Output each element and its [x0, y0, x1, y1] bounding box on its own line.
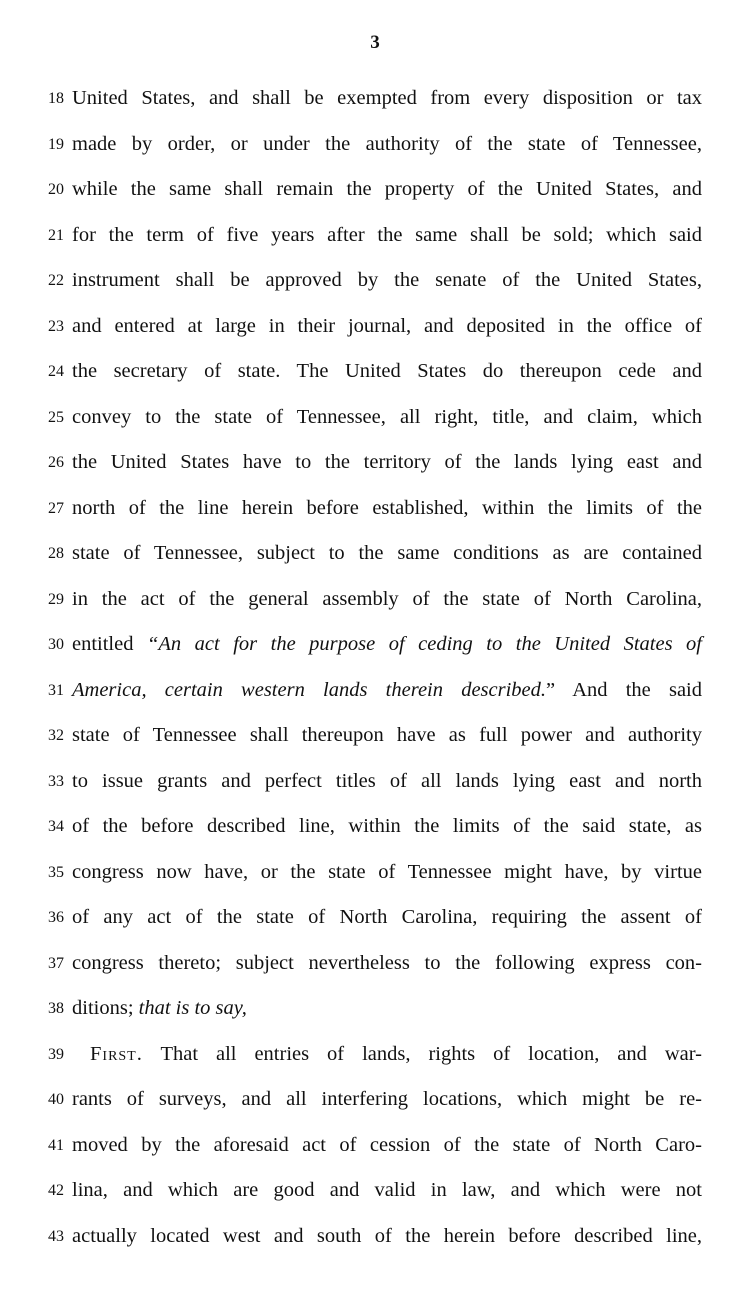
line-number: 18	[48, 90, 64, 107]
text-line	[0, 1123, 750, 1169]
line-text: for the term of five years after the same shall be sold; which said	[72, 223, 702, 246]
line-number: 25	[48, 408, 64, 426]
text-line	[0, 759, 750, 805]
line-number: 29	[48, 590, 64, 608]
line-text-roman: That all entries of lands, rights of location, and war-	[142, 1042, 702, 1065]
text-line	[0, 804, 750, 850]
line-text: convey to the state of Tennessee, all right, title, and claim, which	[72, 405, 702, 428]
line-number: 26	[48, 454, 64, 471]
line-number: 33	[48, 772, 64, 790]
line-number: 41	[48, 1136, 64, 1154]
line-text: lina, and which are good and valid in law, and which were not	[72, 1179, 702, 1201]
page-number: 3	[370, 32, 380, 53]
line-number: 23	[48, 317, 64, 335]
line-text: state of Tennessee shall thereupon have as full power and authority	[72, 724, 702, 746]
line-number: 40	[48, 1091, 64, 1108]
line-text: to issue grants and perfect titles of all lands lying east and north	[72, 769, 702, 792]
line-text	[72, 986, 702, 1032]
line-number: 20	[48, 181, 64, 198]
line-text-roman: ” And the said	[546, 678, 703, 701]
line-number: 35	[48, 863, 64, 881]
text-body	[0, 76, 750, 1259]
line-text-roman: entitled	[72, 633, 147, 655]
text-line	[0, 213, 750, 259]
line-number: 42	[48, 1182, 64, 1199]
line-text	[72, 622, 702, 668]
text-line	[0, 531, 750, 577]
line-number: 43	[48, 1227, 64, 1245]
text-line	[0, 395, 750, 441]
line-number: 38	[48, 1000, 64, 1017]
text-line	[0, 349, 750, 395]
text-line	[0, 577, 750, 623]
line-number: 34	[48, 818, 64, 835]
text-line	[0, 1214, 750, 1260]
line-number: 19	[48, 135, 64, 153]
line-text: actually located west and south of the herein before described line,	[72, 1224, 702, 1247]
line-number: 21	[48, 226, 64, 244]
line-number: 31	[48, 681, 64, 699]
text-line	[0, 122, 750, 168]
line-text: United States, and shall be exempted from every disposition or tax	[72, 87, 702, 109]
line-text: made by order, or under the authority of the state of Tennessee,	[72, 132, 702, 155]
line-number: 30	[48, 636, 64, 653]
line-number: 36	[48, 909, 64, 926]
line-number: 27	[48, 499, 64, 517]
text-line	[0, 167, 750, 213]
text-line	[0, 622, 750, 668]
section-heading: First.	[90, 1042, 143, 1065]
line-text: instrument shall be approved by the senate of the United States,	[72, 269, 702, 291]
line-text: north of the line herein before established, within the limits of the	[72, 496, 702, 519]
line-text: and entered at large in their journal, and deposited in the office of	[72, 314, 702, 337]
text-line	[0, 941, 750, 987]
line-number: 32	[48, 727, 64, 744]
line-text: congress thereto; subject nevertheless to the following express con-	[72, 951, 702, 974]
text-line	[0, 1032, 750, 1078]
line-text: of any act of the state of North Carolina, requiring the assent of	[72, 906, 702, 928]
text-line	[0, 850, 750, 896]
line-text: in the act of the general assembly of the state of North Carolina,	[72, 587, 702, 610]
act-title-italic: “An act for the purpose of ceding to the United States of	[146, 633, 702, 655]
line-text: rants of surveys, and all interfering locations, which might be re-	[72, 1088, 702, 1110]
line-number: 39	[48, 1045, 64, 1063]
text-line	[0, 1077, 750, 1123]
text-line	[0, 713, 750, 759]
line-text	[90, 1032, 702, 1078]
text-line	[0, 895, 750, 941]
text-line	[0, 1168, 750, 1214]
line-text: the United States have to the territory of the lands lying east and	[72, 451, 702, 473]
line-text: moved by the aforesaid act of cession of the state of North Caro-	[72, 1133, 702, 1156]
text-line	[0, 304, 750, 350]
text-line	[0, 986, 750, 1032]
line-text: of the before described line, within the limits of the said state, as	[72, 815, 702, 837]
line-number: 28	[48, 545, 64, 562]
line-number: 37	[48, 954, 64, 972]
line-text: while the same shall remain the property of the United States, and	[72, 178, 702, 200]
text-line	[0, 258, 750, 304]
line-text: the secretary of state. The United States do thereupon cede and	[72, 360, 702, 382]
text-line	[0, 76, 750, 122]
act-title-italic: America, certain western lands therein described.	[72, 678, 547, 701]
line-text: congress now have, or the state of Tennessee might have, by virtue	[72, 860, 702, 883]
line-number: 24	[48, 363, 64, 380]
line-text	[72, 668, 702, 714]
line-number: 22	[48, 272, 64, 289]
text-line	[0, 440, 750, 486]
text-line	[0, 486, 750, 532]
line-text: state of Tennessee, subject to the same conditions as are contained	[72, 542, 702, 564]
text-line	[0, 668, 750, 714]
italic-phrase: that is to say,	[138, 997, 247, 1019]
line-text-roman: ditions;	[72, 997, 139, 1019]
